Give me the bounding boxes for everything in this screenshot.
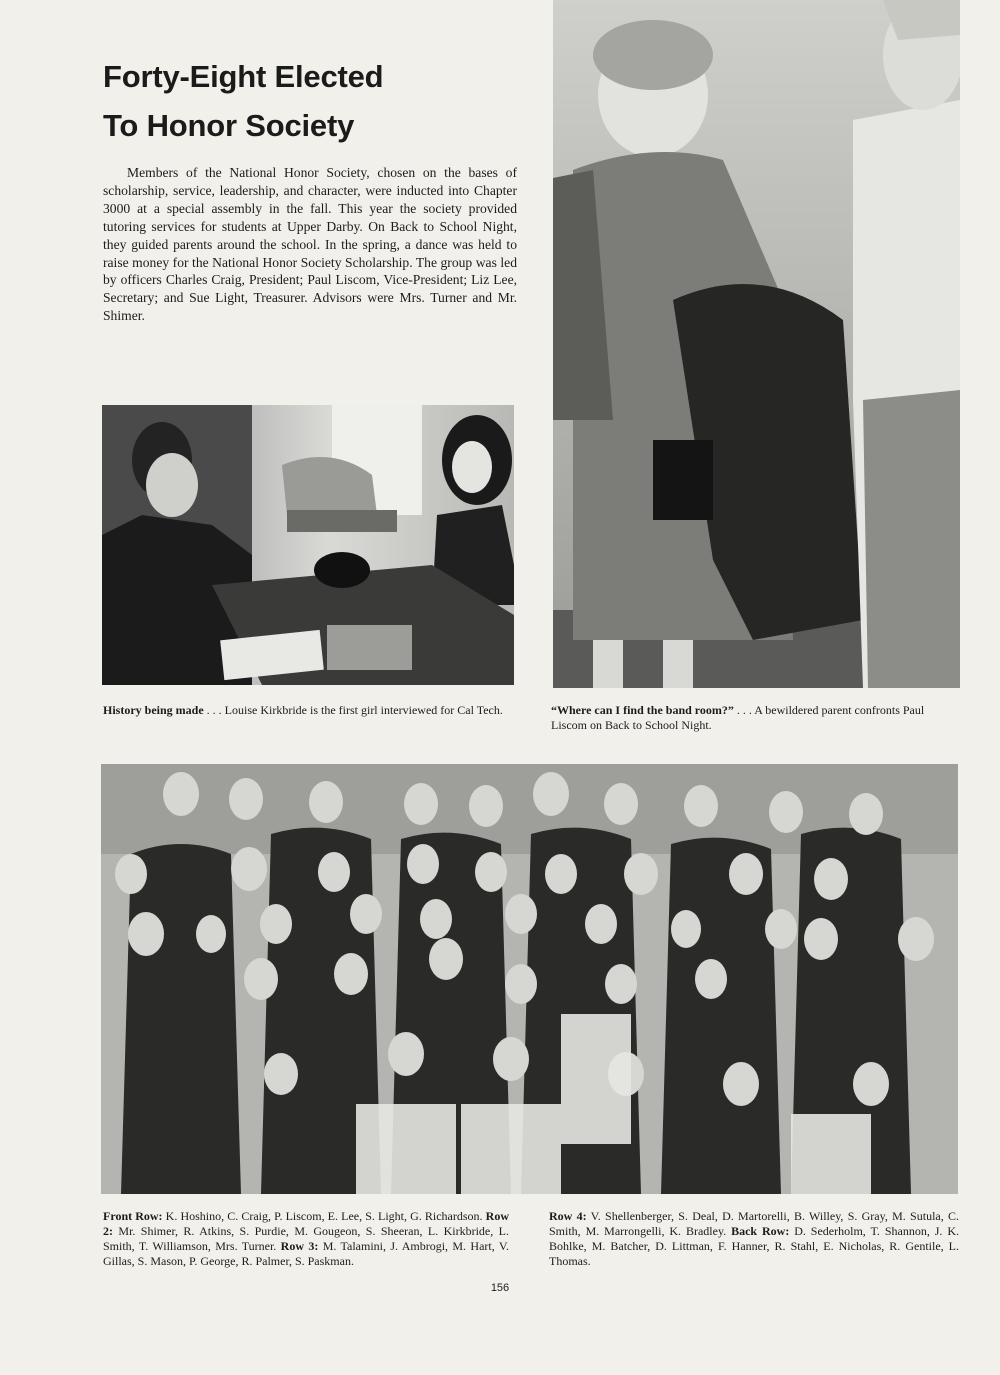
row-2-names: Mr. Shimer, R. Atkins, S. Purdie, M. Gougeon, S. Sheeran, L. Kirkbride, L. Smith, T. Williamson, Mrs. Turner.: [103, 1224, 509, 1253]
caption-interview: [103, 703, 515, 718]
row-4-names: V. Shellenberger, S. Deal, D. Martorelli, B. Willey, S. Gray, M. Sutula, C. Smith, M. Marrongelli, K. Bradley.: [549, 1209, 959, 1238]
caption-interview-lead: History being made: [103, 703, 204, 717]
back-row-label: Back Row:: [731, 1224, 790, 1238]
caption-parent-text: . . . A bewildered parent confronts Paul Liscom on Back to School Night.: [551, 703, 925, 732]
caption-interview-text: . . . Louise Kirkbride is the first girl interviewed for Cal Tech.: [203, 703, 503, 717]
front-row-label: Front Row:: [103, 1209, 163, 1223]
caption-parent: [551, 703, 963, 733]
back-row-names: D. Sederholm, T. Shannon, J. K. Bohlke, M. Batcher, D. Littman, F. Hanner, R. Stahl, E. Nicholas, R. Gentile, L. Thomas.: [549, 1224, 959, 1268]
intro-paragraph: Members of the National Honor Society, chosen on the bases of scholarship, service, leadership, and character, were inducted into Chapter 3000 at a special assembly in the fall. This year the society provided tutoring services for students at Upper Darby. On Back to School Night, they guided parents around the school. In the spring, a dance was held to raise money for the National Honor Society Scholarship. The group was led by officers Charles Craig, President; Paul Liscom, Vice-President; Liz Lee, Secretary; and Sue Light, Treasurer. Advisors were Mrs. Turner and Mr. Shimer.: [103, 165, 517, 324]
parent-photo: [553, 0, 960, 688]
page-number: 156: [490, 1282, 510, 1294]
page-headline: [103, 52, 523, 150]
headline-line-2: To Honor Society: [103, 108, 355, 143]
names-column-left: [103, 1209, 509, 1269]
row-2-label: Row 2:: [103, 1209, 510, 1238]
headline-line-1: Forty-Eight Elected: [103, 59, 384, 94]
caption-parent-lead: “Where can I find the band room?”: [551, 703, 734, 717]
names-column-right: [549, 1209, 959, 1269]
row-3-label: Row 3:: [280, 1239, 319, 1253]
interview-photo: [102, 405, 514, 685]
group-photo: [101, 764, 958, 1194]
front-row-names: K. Hoshino, C. Craig, P. Liscom, E. Lee, S. Light, G. Richardson.: [162, 1209, 486, 1223]
row-4-label: Row 4:: [549, 1209, 587, 1223]
row-3-names: M. Talamini, J. Ambrogi, M. Hart, V. Gillas, S. Mason, P. George, R. Palmer, S. Paskman.: [103, 1239, 509, 1268]
